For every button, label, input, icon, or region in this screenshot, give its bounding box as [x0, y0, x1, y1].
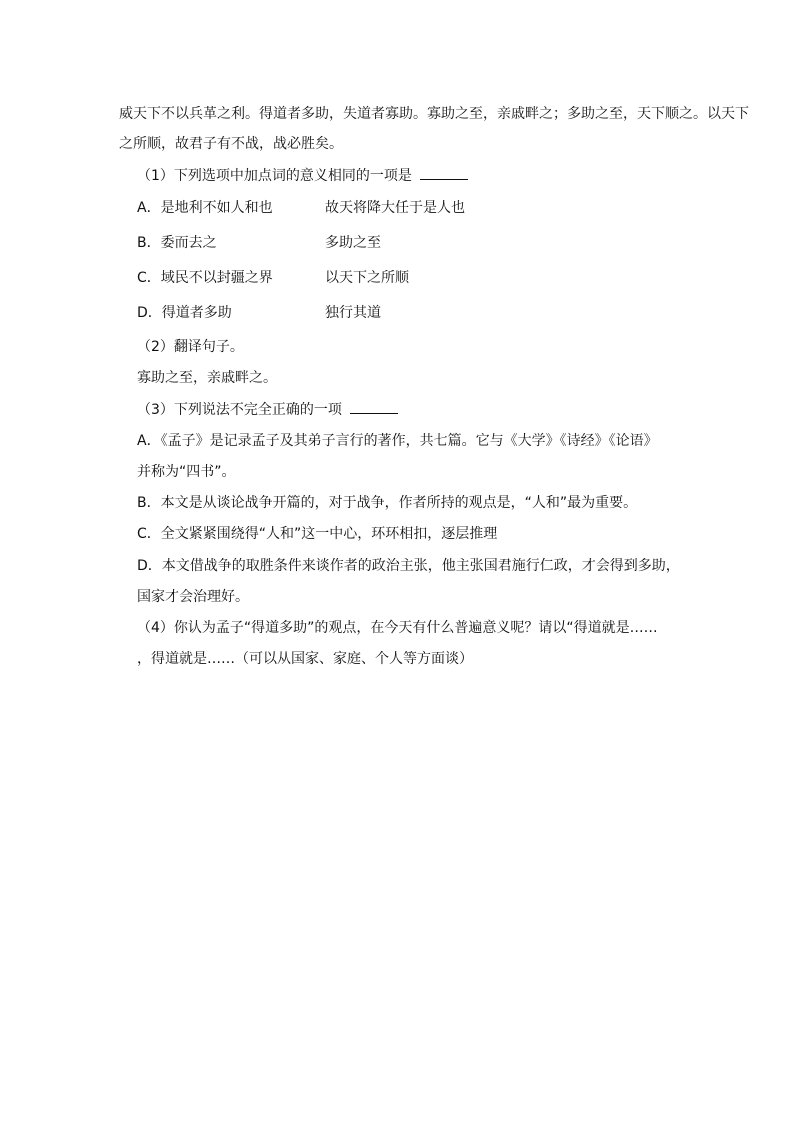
option-c-left: C．域民不以封疆之界	[137, 270, 273, 286]
question-4-line-1: （4）你认为孟子“得道多助”的观点，在今天有什么普遍意义呢？请以“得道就是……	[137, 620, 658, 636]
option-a-left: A．是地利不如人和也	[137, 200, 273, 216]
option-a-right: 故天将降大任于是人也	[325, 200, 465, 216]
q3-option-c: C．全文紧紧围绕得“人和”这一中心，环环相扣，逐层推理	[137, 526, 498, 542]
option-row-c	[137, 268, 537, 288]
q3-option-a-line-2: 并称为“四书”。	[137, 464, 236, 480]
answer-blank-1[interactable]	[420, 165, 468, 180]
question-1-stem	[137, 165, 468, 185]
question-3-stem-text: （3）下列说法不完全正确的一项	[137, 402, 342, 418]
question-2-sentence: 寡助之至，亲戚畔之。	[137, 370, 277, 386]
q3-option-b: B．本文是从谈论战争开篇的，对于战争，作者所持的观点是，“人和”最为重要。	[137, 495, 638, 511]
passage-line-2: 之所顺，故君子有不战，战必胜矣。	[119, 136, 343, 152]
question-2-stem: （2）翻译句子。	[137, 339, 244, 355]
option-c-right: 以天下之所顺	[325, 270, 409, 286]
option-d-left: D．得道者多助	[137, 305, 232, 321]
answer-blank-3[interactable]	[350, 399, 398, 414]
question-4-line-2: ，得道就是……（可以从国家、家庭、个人等方面谈）	[137, 651, 473, 667]
option-row-b	[137, 233, 537, 253]
option-row-a	[137, 198, 537, 218]
option-b-left: B．委而去之	[137, 235, 217, 251]
passage-line-1: 威天下不以兵革之利。得道者多助，失道者寡助。寡助之至，亲戚畔之；多助之至，天下顺之。以天下	[119, 106, 749, 122]
option-b-right: 多助之至	[325, 235, 381, 251]
option-d-right: 独行其道	[325, 305, 381, 321]
q3-option-a-line-1: A．《孟子》是记录孟子及其弟子言行的著作，共七篇。它与《大学》《诗经》《论语》	[137, 433, 658, 449]
question-1-stem-text: （1）下列选项中加点词的意义相同的一项是	[137, 168, 412, 184]
question-3-stem	[137, 399, 398, 419]
q3-option-d-line-2: 国家才会治理好。	[137, 589, 249, 605]
option-row-d	[137, 303, 537, 323]
q3-option-d-line-1: D．本文借战争的取胜条件来谈作者的政治主张，他主张国君施行仁政，才会得到多助，	[137, 558, 680, 574]
